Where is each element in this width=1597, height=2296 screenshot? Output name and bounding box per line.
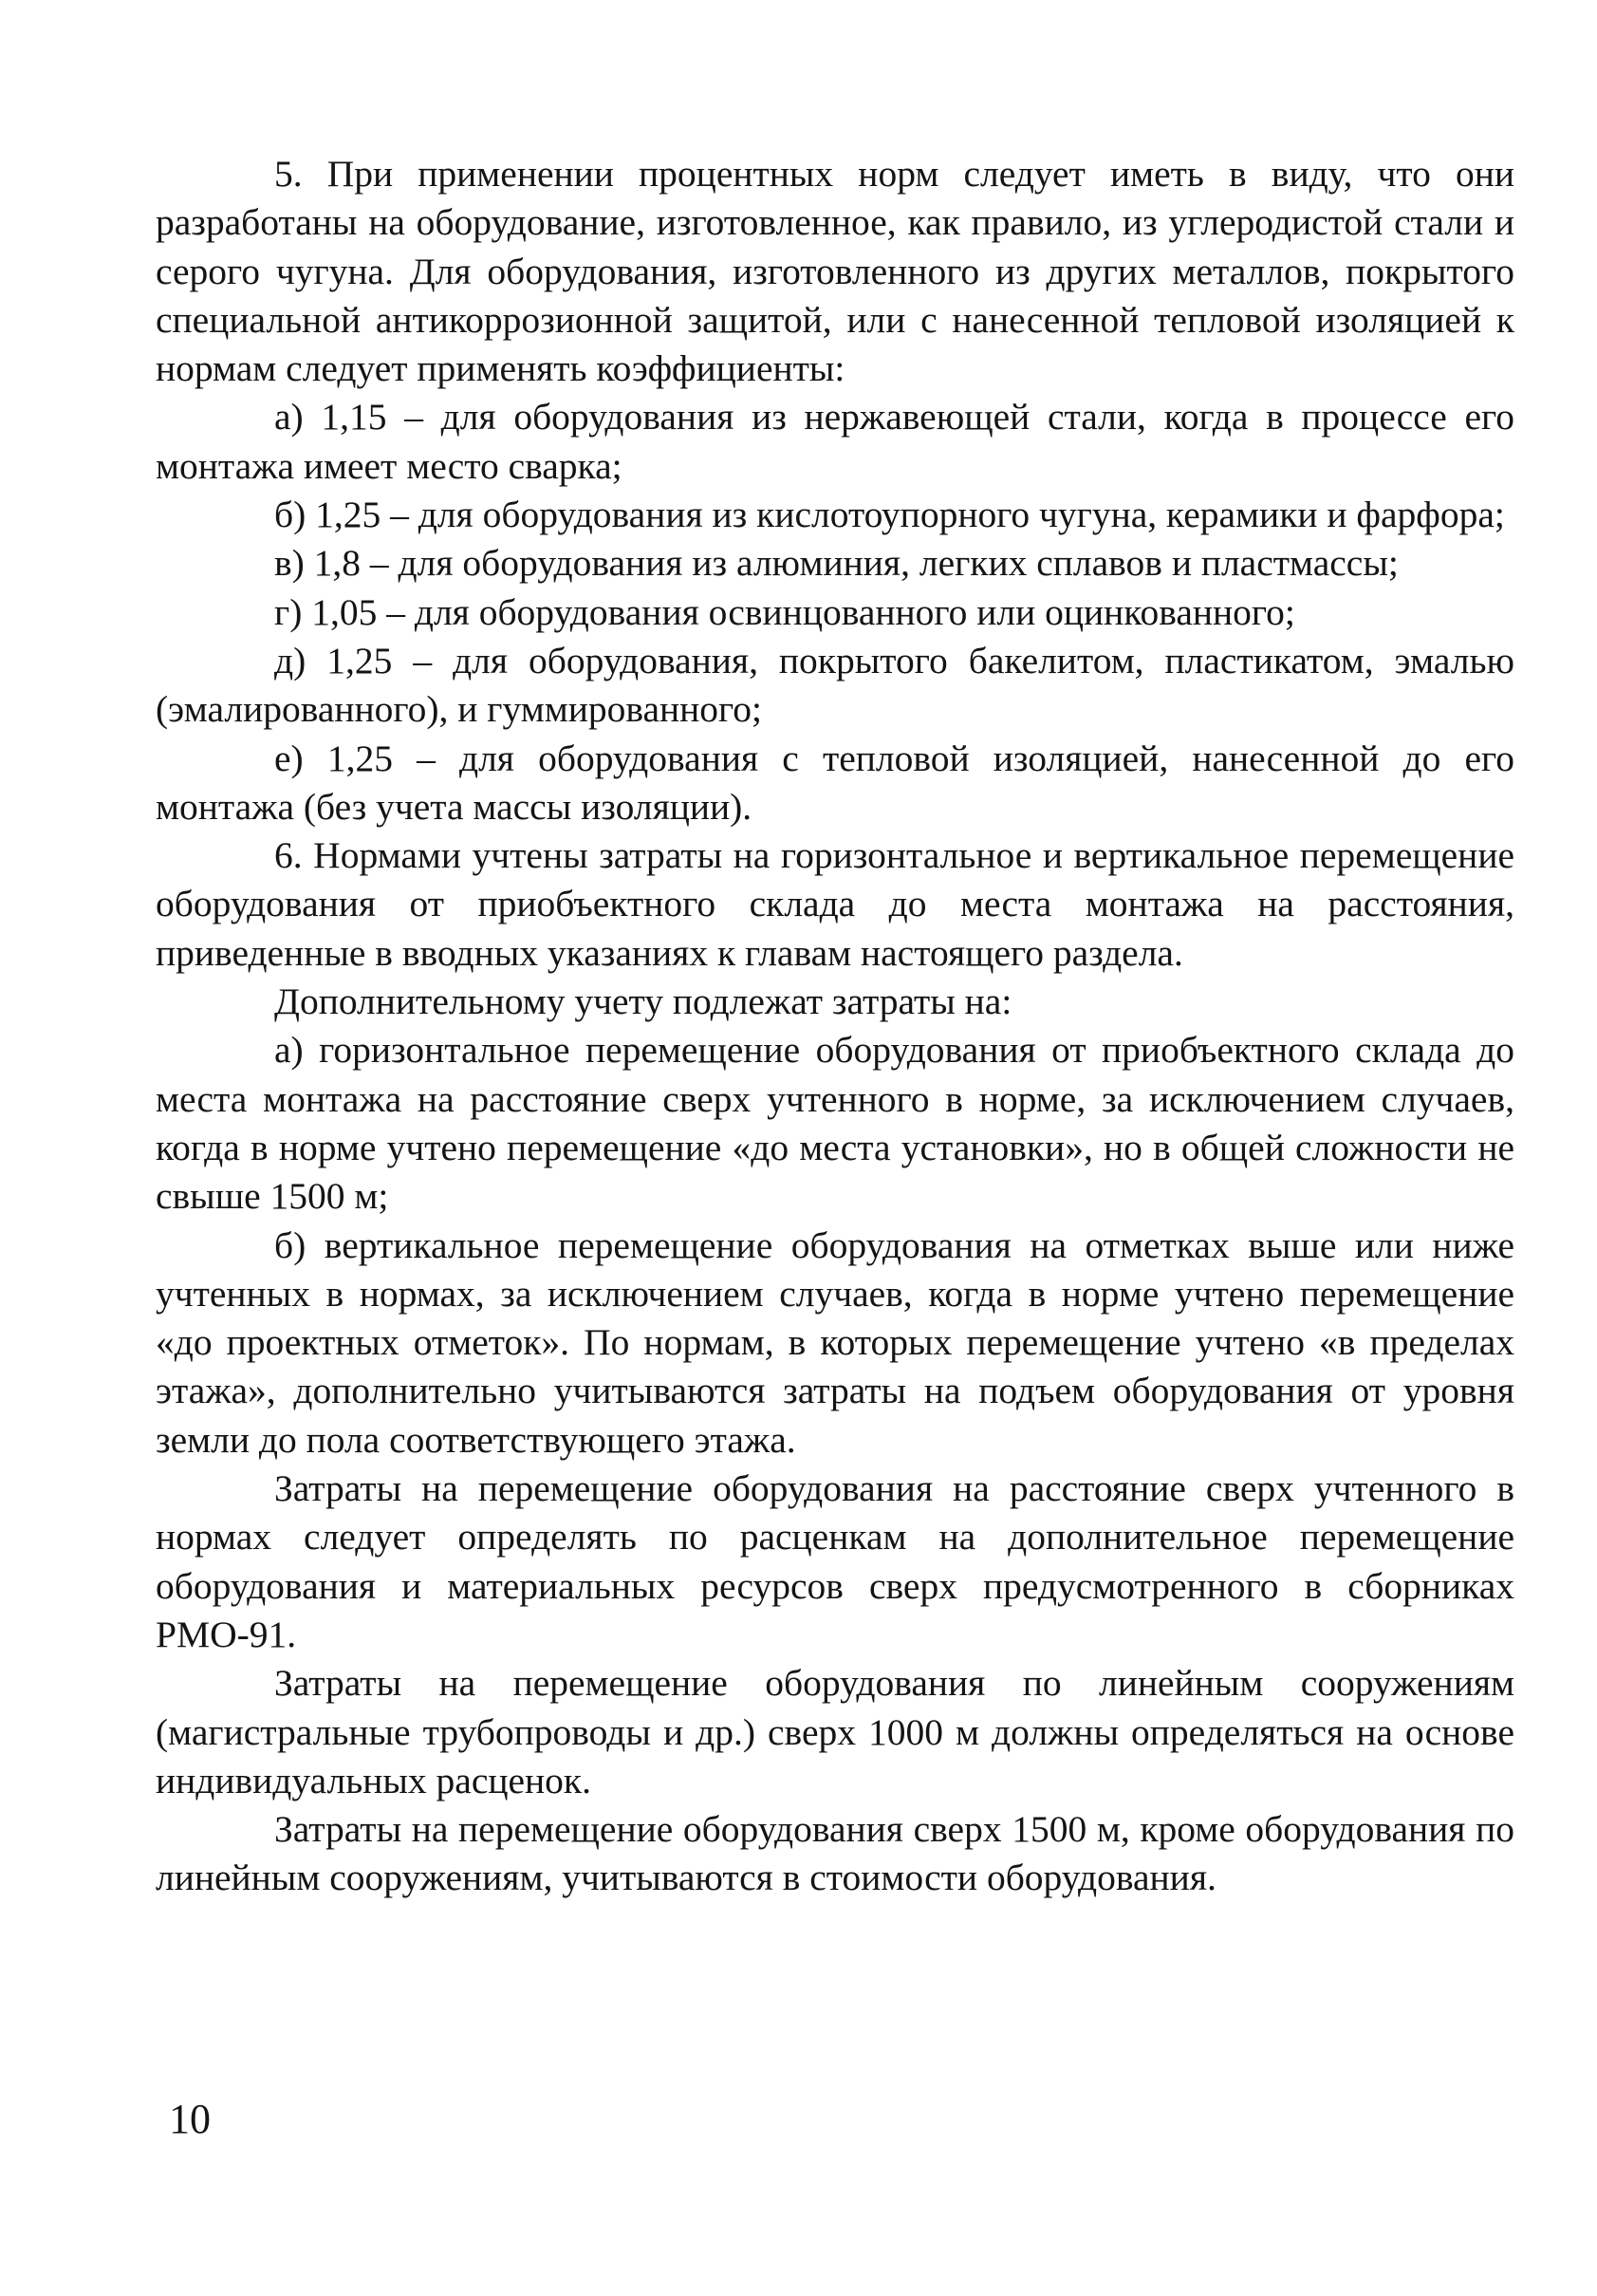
paragraph-over-1500: Затраты на перемещение оборудования сверх 1500 м, кроме оборудования по линейным сооружениям, учитываются в стоимости оборудования. [156, 1808, 1514, 1899]
additional-item-b: б) вертикальное перемещение оборудования на отметках выше или ниже учтенных в нормах, за исключением случаев, когда в норме учтено перемещение «до проектных отметок». По нормам, в которых перемещение учтено «в пределах этажа», дополнительно учитываются затраты на подъем оборудования от уровня земли до пола соответствующего этажа. [156, 1223, 1514, 1461]
additional-costs-heading: Дополнительному учету подлежат затраты на: [274, 980, 1012, 1023]
coefficient-d: д) 1,25 – для оборудования, покрытого бакелитом, пластикатом, эмалью (эмалированного), и гуммированного; [156, 639, 1514, 731]
coefficient-g: г) 1,05 – для оборудования освинцованного или оцинкованного; [274, 590, 1295, 633]
coefficient-e: е) 1,25 – для оборудования с тепловой изоляцией, нанесенной до его монтажа (без учета массы изоляции). [156, 737, 1514, 828]
page-number: 10 [169, 2096, 211, 2142]
additional-item-a: а) горизонтальное перемещение оборудования от приобъектного склада до места монтажа на расстояние сверх учтенного в норме, за исключением случаев, когда в норме учтено перемещение «до места установки», но в общей сложности не свыше 1500 м; [156, 1029, 1514, 1218]
paragraph-linear-structures: Затраты на перемещение оборудования по линейным сооружениям (магистральные трубопроводы и др.) сверх 1000 м должны определяться на основе индивидуальных расценок. [156, 1662, 1514, 1801]
coefficient-a: а) 1,15 – для оборудования из нержавеющей стали, когда в процессе его монтажа имеет место сварка; [156, 396, 1514, 487]
paragraph-6: 6. Нормами учтены затраты на горизонтальное и вертикальное перемещение оборудования от приобъектного склада до места монтажа на расстояния, приведенные в вводных указаниях к главам настоящего раздела. [156, 834, 1514, 974]
coefficient-b: б) 1,25 – для оборудования из кислотоупорного чугуна, керамики и фарфора; [274, 494, 1505, 536]
coefficient-v: в) 1,8 – для оборудования из алюминия, легких сплавов и пластмассы; [274, 542, 1399, 585]
paragraph-5-intro: 5. При применении процентных норм следует иметь в виду, что они разработаны на оборудование, изготовленное, как правило, из углеродистой стали и серого чугуна. Для оборудования, изготовленного из других металлов, покрытого специальной антикоррозионной защитой, или с нанесенной тепловой изоляцией к нормам следует применять коэффициенты: [156, 153, 1514, 390]
body-text [156, 150, 1514, 1903]
paragraph-distance-costs: Затраты на перемещение оборудования на расстояние сверх учтенного в нормах следует определять по расценкам на дополнительное перемещение оборудования и материальных ресурсов сверх предусмотренного в сборниках РМО-91. [156, 1467, 1514, 1655]
